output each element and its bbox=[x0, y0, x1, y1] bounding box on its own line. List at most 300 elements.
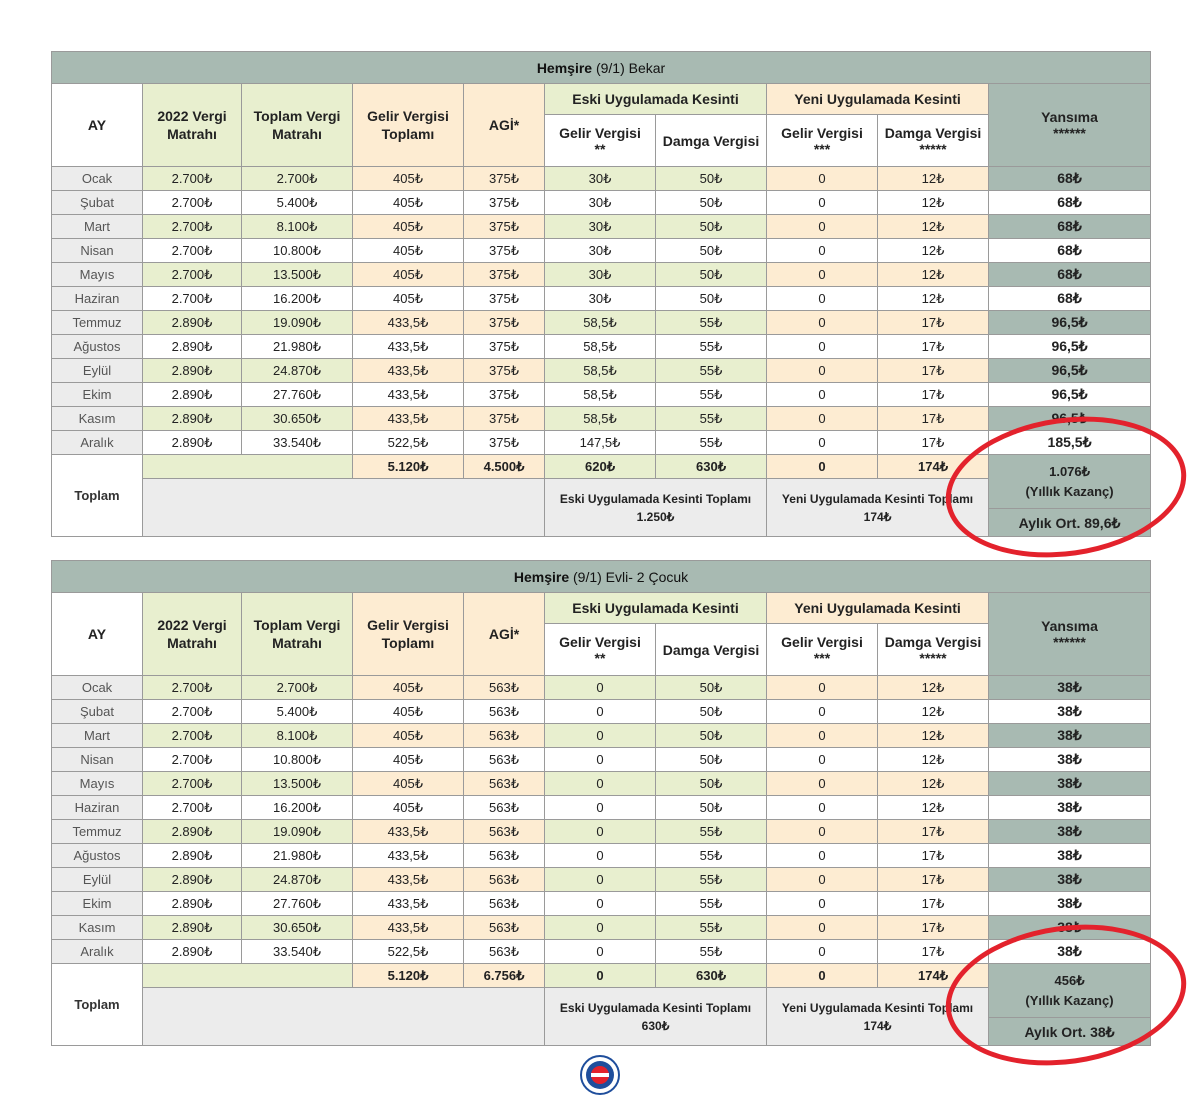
title-rest: (9/1) Bekar bbox=[592, 59, 666, 76]
table-row bbox=[52, 940, 1151, 964]
table-cell: 30₺ bbox=[545, 239, 656, 263]
col-matrah-2022: 2022 Vergi Matrahı bbox=[143, 84, 242, 167]
table-cell: 563₺ bbox=[464, 892, 545, 916]
table-cell: 2.890₺ bbox=[143, 431, 242, 455]
table-cell: 12₺ bbox=[878, 772, 989, 796]
table-cell: 0 bbox=[767, 916, 878, 940]
table-row bbox=[52, 167, 1151, 191]
table-cell: 55₺ bbox=[656, 868, 767, 892]
table-cell: 433,5₺ bbox=[353, 311, 464, 335]
tax-table bbox=[51, 51, 1151, 537]
col-gelir-eski bbox=[545, 115, 656, 167]
table-cell: 0 bbox=[767, 940, 878, 964]
table-cell: 33.540₺ bbox=[242, 431, 353, 455]
total-cell: 6.756₺ bbox=[464, 964, 545, 988]
table-cell: 2.890₺ bbox=[143, 335, 242, 359]
table-cell: 50₺ bbox=[656, 676, 767, 700]
table-cell: 2.700₺ bbox=[143, 287, 242, 311]
damga-yeni-note: ***** bbox=[919, 649, 947, 666]
table-cell: 0 bbox=[545, 868, 656, 892]
table-cell: 0 bbox=[545, 724, 656, 748]
table-row bbox=[52, 844, 1151, 868]
col-gelir-yeni bbox=[767, 115, 878, 167]
eski-total-value: 630₺ bbox=[641, 1018, 670, 1033]
table-cell: 38₺ bbox=[989, 916, 1151, 940]
yansima-label: Yansıma bbox=[1041, 618, 1098, 634]
table-cell: 12₺ bbox=[878, 167, 989, 191]
table-cell: 375₺ bbox=[464, 239, 545, 263]
table-cell: 24.870₺ bbox=[242, 359, 353, 383]
table-cell: 50₺ bbox=[656, 287, 767, 311]
table-cell: 0 bbox=[767, 868, 878, 892]
table-cell: 21.980₺ bbox=[242, 844, 353, 868]
table-cell: 405₺ bbox=[353, 676, 464, 700]
table-cell: 375₺ bbox=[464, 383, 545, 407]
table-cell: 55₺ bbox=[656, 359, 767, 383]
table-cell: 0 bbox=[767, 215, 878, 239]
table-cell: 16.200₺ bbox=[242, 287, 353, 311]
table-cell: 2.890₺ bbox=[143, 311, 242, 335]
col-eski-kesinti: Eski Uygulamada Kesinti bbox=[545, 84, 767, 115]
yearly-label: (Yıllık Kazanç) bbox=[1025, 483, 1114, 499]
table-cell: 50₺ bbox=[656, 796, 767, 820]
table-cell: 2.890₺ bbox=[143, 359, 242, 383]
table-cell: 433,5₺ bbox=[353, 844, 464, 868]
table-cell: 2.700₺ bbox=[143, 724, 242, 748]
table-cell: 433,5₺ bbox=[353, 820, 464, 844]
col-toplam-matrah: Toplam Vergi Matrahı bbox=[242, 593, 353, 676]
table-cell: 563₺ bbox=[464, 844, 545, 868]
table-cell: 55₺ bbox=[656, 892, 767, 916]
table-cell: 405₺ bbox=[353, 239, 464, 263]
table-cell: Mayıs bbox=[52, 263, 143, 287]
yearly-value: 456₺ bbox=[1054, 972, 1085, 988]
table-cell: 2.700₺ bbox=[143, 167, 242, 191]
table-cell: 2.890₺ bbox=[143, 407, 242, 431]
table-row bbox=[52, 676, 1151, 700]
table-cell: 30₺ bbox=[545, 215, 656, 239]
table-cell: 0 bbox=[545, 892, 656, 916]
table-cell: 375₺ bbox=[464, 215, 545, 239]
table-cell: 2.890₺ bbox=[143, 868, 242, 892]
table-cell: 433,5₺ bbox=[353, 868, 464, 892]
gelir-yeni-note: *** bbox=[813, 649, 831, 666]
table-cell: 0 bbox=[767, 239, 878, 263]
table-cell: 2.700₺ bbox=[143, 676, 242, 700]
table-cell: 50₺ bbox=[656, 263, 767, 287]
total-cell: 0 bbox=[545, 964, 656, 988]
table-cell: 433,5₺ bbox=[353, 359, 464, 383]
table-cell: 38₺ bbox=[989, 724, 1151, 748]
table-cell: 38₺ bbox=[989, 796, 1151, 820]
table-cell: 12₺ bbox=[878, 263, 989, 287]
total-cell: 5.120₺ bbox=[353, 964, 464, 988]
table-row bbox=[52, 431, 1151, 455]
table-cell: 12₺ bbox=[878, 796, 989, 820]
table-cell: 375₺ bbox=[464, 311, 545, 335]
table-cell: 24.870₺ bbox=[242, 868, 353, 892]
table-cell: 0 bbox=[767, 359, 878, 383]
table-cell: 563₺ bbox=[464, 676, 545, 700]
table-cell: 17₺ bbox=[878, 335, 989, 359]
table-cell: 55₺ bbox=[656, 383, 767, 407]
table-cell: Kasım bbox=[52, 916, 143, 940]
table-cell: 147,5₺ bbox=[545, 431, 656, 455]
table-cell: 13.500₺ bbox=[242, 263, 353, 287]
table-cell: 50₺ bbox=[656, 772, 767, 796]
table-cell: Ocak bbox=[52, 167, 143, 191]
table-cell: 30₺ bbox=[545, 191, 656, 215]
table-cell: Ağustos bbox=[52, 335, 143, 359]
table-cell: 0 bbox=[767, 263, 878, 287]
total-cell: 4.500₺ bbox=[464, 455, 545, 479]
col-damga-yeni bbox=[878, 624, 989, 676]
table-cell: 2.890₺ bbox=[143, 892, 242, 916]
col-yeni-kesinti: Yeni Uygulamada Kesinti bbox=[767, 593, 989, 624]
table-cell: 0 bbox=[545, 796, 656, 820]
union-emblem-icon bbox=[580, 1055, 620, 1095]
table-cell: Nisan bbox=[52, 748, 143, 772]
table-row bbox=[52, 892, 1151, 916]
damga-yeni-note: ***** bbox=[919, 140, 947, 157]
col-gelir-toplam: Gelir Vergisi Toplamı bbox=[353, 593, 464, 676]
col-damga-eski: Damga Vergisi bbox=[656, 624, 767, 676]
table-cell: Aralık bbox=[52, 431, 143, 455]
eski-total bbox=[545, 479, 767, 537]
table-cell: 13.500₺ bbox=[242, 772, 353, 796]
table-row bbox=[52, 359, 1151, 383]
table-cell: 405₺ bbox=[353, 191, 464, 215]
table-cell: 55₺ bbox=[656, 407, 767, 431]
table-cell: 0 bbox=[767, 167, 878, 191]
table-cell: 50₺ bbox=[656, 239, 767, 263]
col-agi: AGİ* bbox=[464, 84, 545, 167]
table-cell: 2.700₺ bbox=[143, 748, 242, 772]
table-cell: 5.400₺ bbox=[242, 191, 353, 215]
total-cell: 630₺ bbox=[656, 455, 767, 479]
table-cell: 2.890₺ bbox=[143, 940, 242, 964]
table-row bbox=[52, 748, 1151, 772]
yearly-summary bbox=[989, 964, 1151, 1018]
total-cell: 174₺ bbox=[878, 455, 989, 479]
totals-empty bbox=[143, 455, 353, 479]
table-cell: 0 bbox=[767, 191, 878, 215]
table-row bbox=[52, 772, 1151, 796]
table-cell: 405₺ bbox=[353, 287, 464, 311]
toplam-label: Toplam bbox=[52, 964, 143, 1046]
table-cell: 38₺ bbox=[989, 892, 1151, 916]
table-cell: 375₺ bbox=[464, 431, 545, 455]
table-cell: 96,5₺ bbox=[989, 335, 1151, 359]
table-cell: 0 bbox=[545, 916, 656, 940]
table-cell: 2.700₺ bbox=[143, 191, 242, 215]
notes-empty bbox=[143, 479, 545, 537]
table-row bbox=[52, 191, 1151, 215]
table-cell: 68₺ bbox=[989, 239, 1151, 263]
table-cell: 375₺ bbox=[464, 263, 545, 287]
table-row bbox=[52, 724, 1151, 748]
table-row bbox=[52, 820, 1151, 844]
table-cell: 0 bbox=[767, 748, 878, 772]
table-cell: 38₺ bbox=[989, 700, 1151, 724]
table-cell: 0 bbox=[767, 431, 878, 455]
total-cell: 620₺ bbox=[545, 455, 656, 479]
table-cell: 10.800₺ bbox=[242, 239, 353, 263]
table-cell: 55₺ bbox=[656, 940, 767, 964]
gelir-yeni-label: Gelir Vergisi bbox=[781, 633, 863, 650]
table-row bbox=[52, 383, 1151, 407]
damga-yeni-label: Damga Vergisi bbox=[884, 633, 982, 650]
totals-row bbox=[52, 964, 1151, 988]
table-cell: 185,5₺ bbox=[989, 431, 1151, 455]
table-cell: 19.090₺ bbox=[242, 311, 353, 335]
table-cell: 68₺ bbox=[989, 191, 1151, 215]
notes-empty bbox=[143, 988, 545, 1046]
table-cell: 96,5₺ bbox=[989, 311, 1151, 335]
table-cell: 58,5₺ bbox=[545, 311, 656, 335]
eski-total-value: 1.250₺ bbox=[636, 509, 675, 524]
table-cell: 0 bbox=[545, 820, 656, 844]
table-cell: 17₺ bbox=[878, 892, 989, 916]
table-cell: 0 bbox=[545, 772, 656, 796]
table-cell: 12₺ bbox=[878, 748, 989, 772]
table-cell: 17₺ bbox=[878, 431, 989, 455]
table-cell: 405₺ bbox=[353, 167, 464, 191]
table-cell: 38₺ bbox=[989, 868, 1151, 892]
table-cell: 96,5₺ bbox=[989, 407, 1151, 431]
table-cell: 50₺ bbox=[656, 700, 767, 724]
table-evli-2-cocuk bbox=[51, 560, 1150, 1046]
col-damga-eski: Damga Vergisi bbox=[656, 115, 767, 167]
table-cell: 38₺ bbox=[989, 844, 1151, 868]
table-cell: 0 bbox=[767, 700, 878, 724]
totals-empty bbox=[143, 964, 353, 988]
table-cell: Ekim bbox=[52, 383, 143, 407]
table-row bbox=[52, 407, 1151, 431]
table-cell: 68₺ bbox=[989, 215, 1151, 239]
table-cell: 17₺ bbox=[878, 359, 989, 383]
table-cell: 50₺ bbox=[656, 215, 767, 239]
table-cell: 375₺ bbox=[464, 359, 545, 383]
table-cell: 30.650₺ bbox=[242, 407, 353, 431]
total-cell: 630₺ bbox=[656, 964, 767, 988]
col-yansima bbox=[989, 593, 1151, 676]
table-cell: 563₺ bbox=[464, 940, 545, 964]
col-gelir-yeni bbox=[767, 624, 878, 676]
table-row bbox=[52, 287, 1151, 311]
table-cell: 522,5₺ bbox=[353, 940, 464, 964]
table-cell: 21.980₺ bbox=[242, 335, 353, 359]
col-yeni-kesinti: Yeni Uygulamada Kesinti bbox=[767, 84, 989, 115]
table-cell: 563₺ bbox=[464, 700, 545, 724]
monthly-average: Aylık Ort. 38₺ bbox=[989, 1018, 1151, 1046]
col-agi: AGİ* bbox=[464, 593, 545, 676]
col-damga-yeni bbox=[878, 115, 989, 167]
table-cell: 10.800₺ bbox=[242, 748, 353, 772]
table-cell: 2.700₺ bbox=[242, 167, 353, 191]
table-cell: 0 bbox=[767, 796, 878, 820]
table-cell: 30₺ bbox=[545, 263, 656, 287]
table-cell: 12₺ bbox=[878, 239, 989, 263]
table-cell: Kasım bbox=[52, 407, 143, 431]
table-row bbox=[52, 916, 1151, 940]
table-cell: 375₺ bbox=[464, 287, 545, 311]
table-cell: 405₺ bbox=[353, 796, 464, 820]
table-cell: 563₺ bbox=[464, 724, 545, 748]
table-cell: 50₺ bbox=[656, 167, 767, 191]
table-cell: Şubat bbox=[52, 700, 143, 724]
table-cell: 522,5₺ bbox=[353, 431, 464, 455]
gelir-eski-label: Gelir Vergisi bbox=[559, 633, 641, 650]
table-cell: 0 bbox=[767, 287, 878, 311]
table-cell: 17₺ bbox=[878, 916, 989, 940]
table-cell: 0 bbox=[767, 335, 878, 359]
table-cell: 55₺ bbox=[656, 820, 767, 844]
table-cell: 58,5₺ bbox=[545, 335, 656, 359]
gelir-eski-note: ** bbox=[594, 140, 606, 157]
table-cell: 405₺ bbox=[353, 772, 464, 796]
table-cell: 375₺ bbox=[464, 167, 545, 191]
total-cell: 0 bbox=[767, 455, 878, 479]
yeni-total bbox=[767, 479, 989, 537]
table-cell: Ekim bbox=[52, 892, 143, 916]
table-cell: 19.090₺ bbox=[242, 820, 353, 844]
table-cell: 17₺ bbox=[878, 383, 989, 407]
table-cell: 5.400₺ bbox=[242, 700, 353, 724]
yearly-value: 1.076₺ bbox=[1049, 463, 1090, 479]
table-cell: 38₺ bbox=[989, 676, 1151, 700]
table-cell: 0 bbox=[545, 940, 656, 964]
table-cell: 563₺ bbox=[464, 772, 545, 796]
table-cell: 405₺ bbox=[353, 700, 464, 724]
table-cell: 433,5₺ bbox=[353, 916, 464, 940]
table-cell: 405₺ bbox=[353, 748, 464, 772]
table-cell: 433,5₺ bbox=[353, 892, 464, 916]
table-cell: 0 bbox=[767, 311, 878, 335]
table-bekar bbox=[51, 51, 1150, 537]
table-cell: 68₺ bbox=[989, 263, 1151, 287]
table-cell: 68₺ bbox=[989, 287, 1151, 311]
yansima-note: ****** bbox=[1053, 125, 1086, 141]
table-cell: Şubat bbox=[52, 191, 143, 215]
gelir-eski-note: ** bbox=[594, 649, 606, 666]
table-title bbox=[52, 561, 1151, 593]
table-cell: 30₺ bbox=[545, 287, 656, 311]
table-cell: 12₺ bbox=[878, 215, 989, 239]
table-cell: 17₺ bbox=[878, 868, 989, 892]
table-row bbox=[52, 796, 1151, 820]
table-cell: 38₺ bbox=[989, 772, 1151, 796]
table-cell: 8.100₺ bbox=[242, 215, 353, 239]
table-cell: 2.700₺ bbox=[143, 215, 242, 239]
table-row bbox=[52, 335, 1151, 359]
table-cell: 12₺ bbox=[878, 287, 989, 311]
table-cell: 405₺ bbox=[353, 263, 464, 287]
col-ay: AY bbox=[52, 593, 143, 676]
table-cell: 55₺ bbox=[656, 311, 767, 335]
table-cell: Nisan bbox=[52, 239, 143, 263]
table-cell: 17₺ bbox=[878, 311, 989, 335]
table-cell: 16.200₺ bbox=[242, 796, 353, 820]
table-cell: 0 bbox=[767, 676, 878, 700]
table-cell: 38₺ bbox=[989, 940, 1151, 964]
table-cell: 12₺ bbox=[878, 724, 989, 748]
gelir-eski-label: Gelir Vergisi bbox=[559, 124, 641, 141]
monthly-average: Aylık Ort. 89,6₺ bbox=[989, 509, 1151, 537]
col-matrah-2022: 2022 Vergi Matrahı bbox=[143, 593, 242, 676]
table-cell: 2.890₺ bbox=[143, 844, 242, 868]
table-cell: 2.890₺ bbox=[143, 820, 242, 844]
col-ay: AY bbox=[52, 84, 143, 167]
totals-row bbox=[52, 455, 1151, 479]
table-cell: 433,5₺ bbox=[353, 335, 464, 359]
table-cell: 375₺ bbox=[464, 335, 545, 359]
table-cell: 58,5₺ bbox=[545, 407, 656, 431]
toplam-label: Toplam bbox=[52, 455, 143, 537]
table-cell: 58,5₺ bbox=[545, 359, 656, 383]
table-cell: 563₺ bbox=[464, 868, 545, 892]
table-cell: Ağustos bbox=[52, 844, 143, 868]
yearly-label: (Yıllık Kazanç) bbox=[1025, 992, 1114, 1008]
table-cell: 96,5₺ bbox=[989, 383, 1151, 407]
table-cell: 563₺ bbox=[464, 748, 545, 772]
title-bold: Hemşire bbox=[513, 568, 570, 585]
table-cell: 563₺ bbox=[464, 916, 545, 940]
yeni-total-label: Yeni Uygulamada Kesinti Toplamı bbox=[781, 1000, 974, 1015]
table-cell: 2.890₺ bbox=[143, 383, 242, 407]
table-cell: 8.100₺ bbox=[242, 724, 353, 748]
table-cell: 38₺ bbox=[989, 748, 1151, 772]
table-cell: 2.700₺ bbox=[143, 796, 242, 820]
table-cell: 405₺ bbox=[353, 724, 464, 748]
table-cell: Eylül bbox=[52, 868, 143, 892]
table-row bbox=[52, 239, 1151, 263]
table-cell: 27.760₺ bbox=[242, 383, 353, 407]
table-row bbox=[52, 311, 1151, 335]
eski-total-label: Eski Uygulamada Kesinti Toplamı bbox=[559, 1000, 752, 1015]
eski-total bbox=[545, 988, 767, 1046]
title-rest: (9/1) Evli- 2 Çocuk bbox=[569, 568, 689, 585]
table-cell: 0 bbox=[545, 844, 656, 868]
table-cell: Haziran bbox=[52, 287, 143, 311]
table-cell: 0 bbox=[767, 892, 878, 916]
table-cell: Ocak bbox=[52, 676, 143, 700]
table-title bbox=[52, 52, 1151, 84]
total-cell: 174₺ bbox=[878, 964, 989, 988]
table-row bbox=[52, 868, 1151, 892]
yeni-total-label: Yeni Uygulamada Kesinti Toplamı bbox=[781, 491, 974, 506]
table-cell: 563₺ bbox=[464, 796, 545, 820]
table-row bbox=[52, 263, 1151, 287]
table-row bbox=[52, 215, 1151, 239]
table-cell: Aralık bbox=[52, 940, 143, 964]
table-cell: 0 bbox=[767, 383, 878, 407]
col-toplam-matrah: Toplam Vergi Matrahı bbox=[242, 84, 353, 167]
table-cell: 30.650₺ bbox=[242, 916, 353, 940]
table-cell: Temmuz bbox=[52, 820, 143, 844]
yeni-total-value: 174₺ bbox=[863, 509, 892, 524]
table-cell: 38₺ bbox=[989, 820, 1151, 844]
table-cell: 2.700₺ bbox=[143, 263, 242, 287]
table-cell: 0 bbox=[767, 844, 878, 868]
title-bold: Hemşire bbox=[536, 59, 593, 76]
total-cell: 5.120₺ bbox=[353, 455, 464, 479]
col-gelir-toplam: Gelir Vergisi Toplamı bbox=[353, 84, 464, 167]
table-cell: 17₺ bbox=[878, 940, 989, 964]
gelir-yeni-label: Gelir Vergisi bbox=[781, 124, 863, 141]
table-cell: 50₺ bbox=[656, 191, 767, 215]
table-cell: 2.700₺ bbox=[143, 772, 242, 796]
